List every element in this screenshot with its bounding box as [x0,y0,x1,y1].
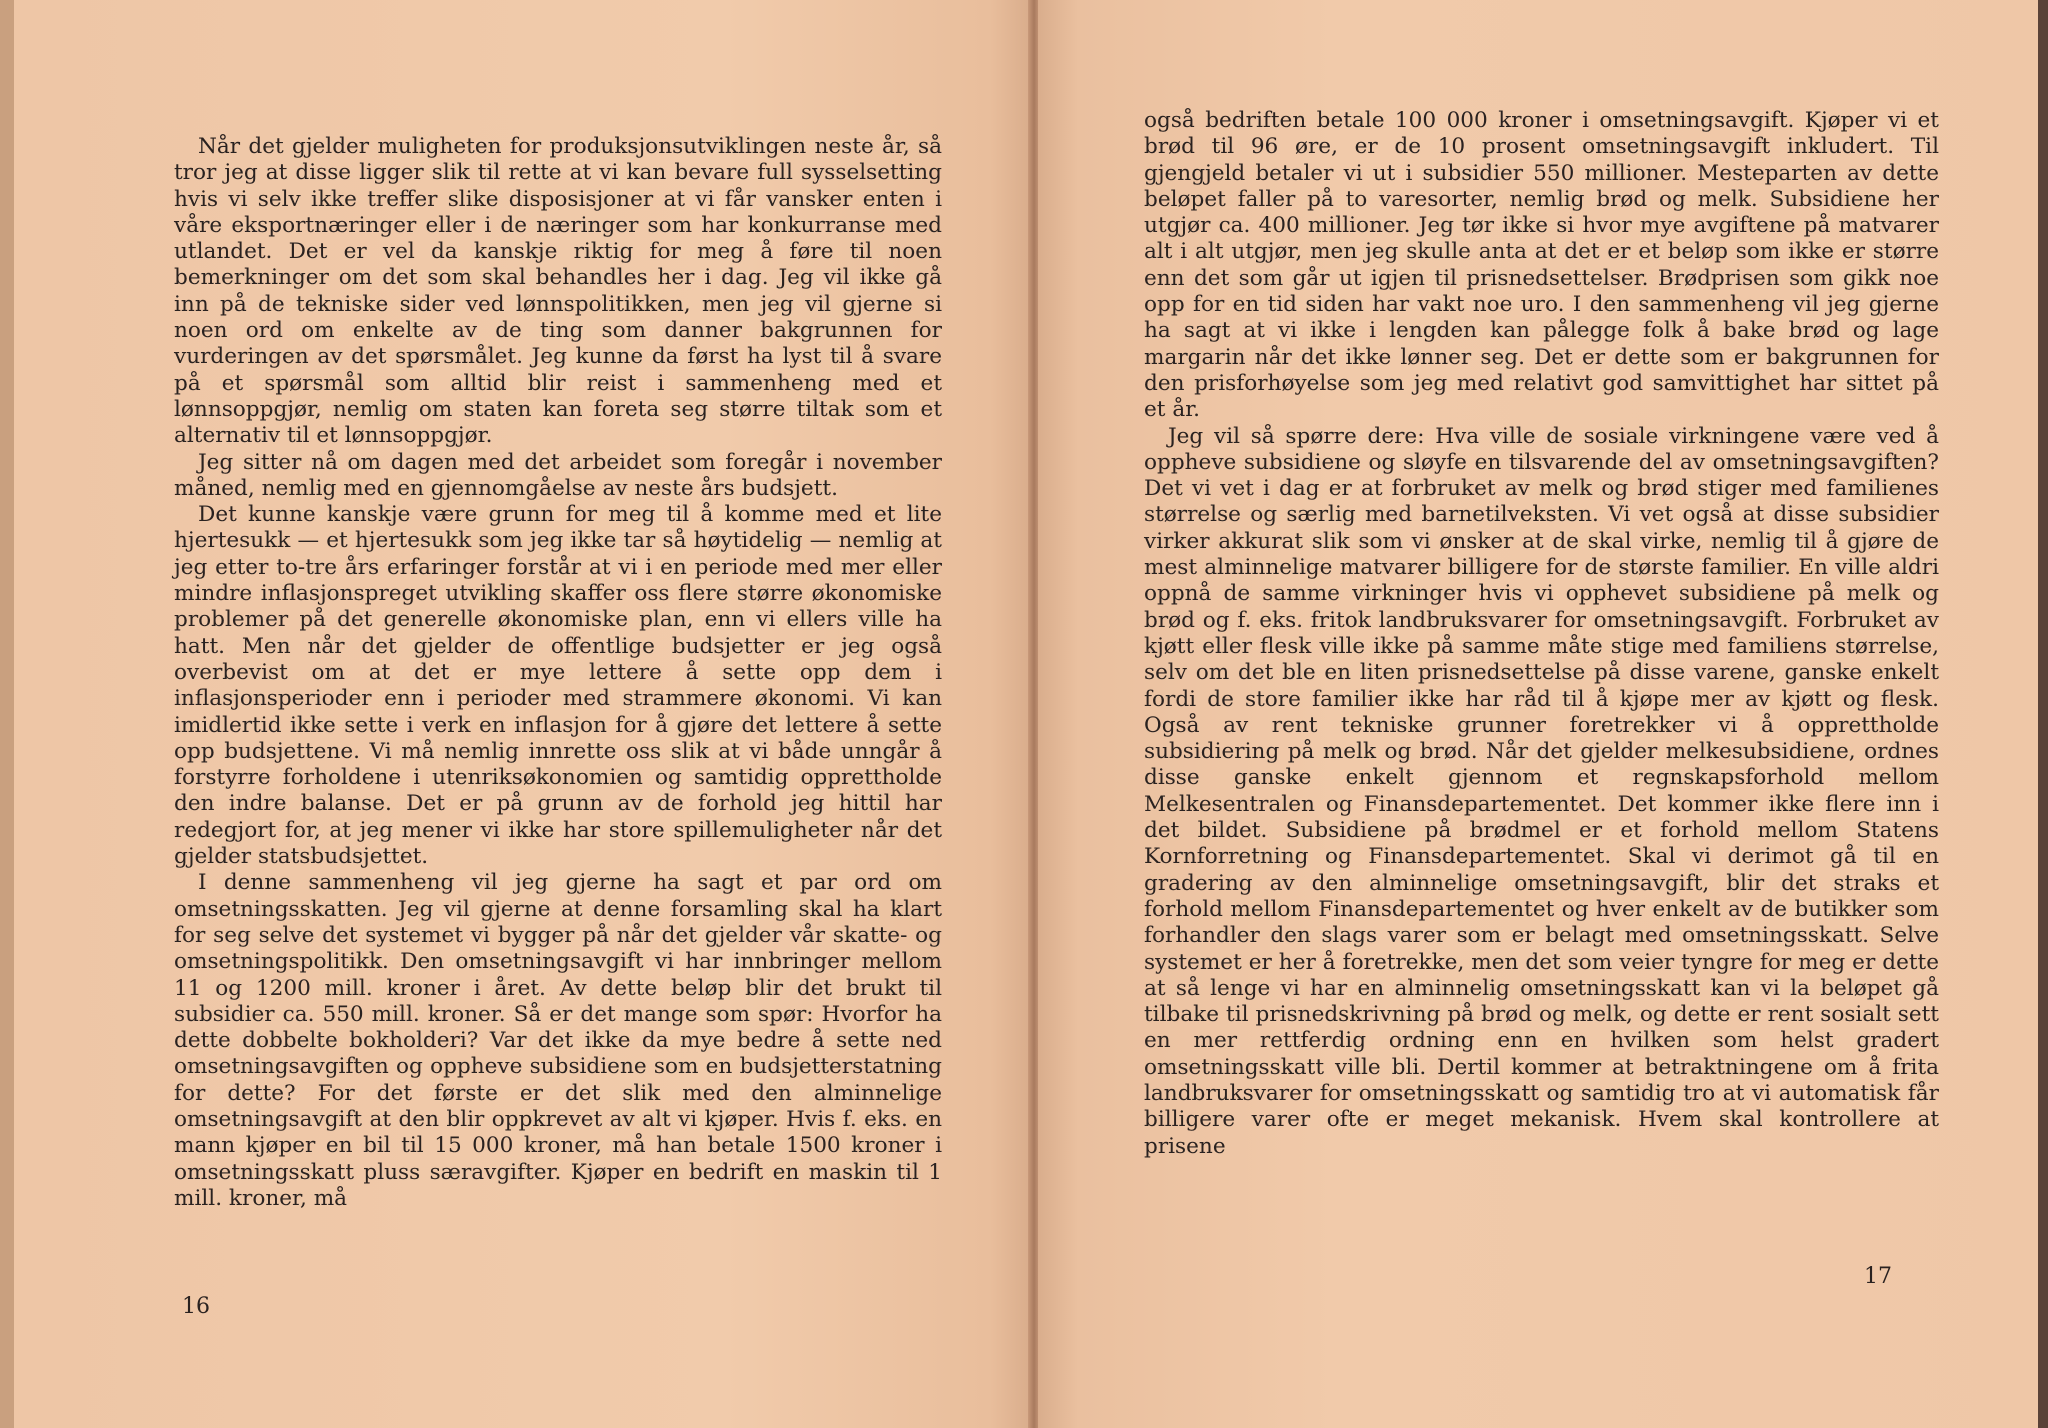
right-paragraph-2: Jeg vil så spørre dere: Hva ville de sosiale virkningene være ved å oppheve subsidiene og sløyfe en tilsvarende del av omsetningsavgiften? Det vi vet i dag er at forbruket av melk og brød stiger med familienes størrelse og særlig med barnetilveksten. Vi vet også at disse subsidier virker akkurat slik som vi ønsker at de skal virke, nemlig til å gjøre de mest alminnelige matvarer billigere for de største familier. En ville aldri oppnå de samme virkninger hvis vi opphevet subsidiene på melk og brød og f. eks. fritok landbruksvarer for omsetningsavgift. Forbruket av kjøtt eller flesk ville ikke på samme måte stige med familiens størrelse, selv om det ble en liten prisnedsettelse på disse varene, ganske enkelt fordi de store familier ikke har råd til å kjøpe mer av kjøtt og flesk. Også av rent tekniske grunner foretrekker vi å opprettholde subsidiering på melk og brød. Når det gjelder melkesubsidiene, ordnes disse ganske enkelt gjennom et regnskapsforhold mellom Melkesentralen og Finansdepartementet. Det kommer ikke flere inn i det bildet. Subsidiene på brødmel er et forhold mellom Statens Kornforretning og Finansdepartementet. Skal vi derimot gå til en gradering av den alminnelige omsetningsavgift, blir det straks et forhold mellom Finansdepartementet og hver enkelt av de butikker som forhandler den slags varer som er belagt med omsetningsskatt. Selve systemet er her å foretrekke, men det som veier tyngre for meg er dette at så lenge vi har en alminnelig omsetningsskatt kan vi la beløpet gå tilbake til prisnedskrivning på brød og melk, og dette er rent sosialt sett en mer rettferdig ordning enn en hvilken som helst gradert omsetningsskatt ville bli. Dertil kommer at betraktningene om å frita landbruksvarer for omsetningsskatt og samtidig tro at vi automatisk får billigere varer ofte er meget mekanisk. Hvem skal kontrollere at prisene [1144,423,1939,1159]
right-page-text [1144,108,1939,1160]
right-page [1038,0,2038,1428]
left-page-text [174,134,942,1212]
left-paragraph-1: Når det gjelder muligheten for produksjonsutviklingen neste år, så tror jeg at disse ligger slik til rette at vi kan bevare full sysselsetting hvis vi selv ikke treffer slike disposisjoner at vi får vansker enten i våre eksportnæringer eller i de næringer som har konkurranse med utlandet. Det er vel da kanskje riktig for meg å føre til noen bemerkninger om det som skal behandles her i dag. Jeg vil ikke gå inn på de tekniske sider ved lønnspolitikken, men jeg vil gjerne si noen ord om enkelte av de ting som danner bakgrunnen for vurderingen av det spørsmålet. Jeg kunne da først ha lyst til å svare på et spørsmål som alltid blir reist i sammenheng med et lønnsoppgjør, nemlig om staten kan foreta seg større tiltak som et alternativ til et lønnsoppgjør. [174,134,942,449]
left-paragraph-2: Jeg sitter nå om dagen med det arbeidet som foregår i november måned, nemlig med en gjennomgåelse av neste års budsjett. [174,449,942,501]
right-paragraph-1: også bedriften betale 100 000 kroner i omsetningsavgift. Kjøper vi et brød til 96 øre, er de 10 prosent omsetningsavgift inkludert. Til gjengjeld betaler vi ut i subsidier 550 millioner. Mesteparten av dette beløpet faller på to varesorter, nemlig brød og melk. Subsidiene her utgjør ca. 400 millioner. Jeg tør ikke si hvor mye avgiftene på matvarer alt i alt utgjør, men jeg skulle anta at det er et beløp som ikke er større enn det som går ut igjen til prisnedsettelser. Brødprisen som gikk noe opp for en tid siden har vakt noe uro. I den sammenheng vil jeg gjerne ha sagt at vi ikke i lengden kan pålegge folk å bake brød og lage margarin når det ikke lønner seg. Det er dette som er bakgrunnen for den prisforhøyelse som jeg med relativt god samvittighet har sittet på et år. [1144,108,1939,423]
right-page-number: 17 [1864,1264,1892,1289]
left-page [14,0,1030,1428]
left-paragraph-4: I denne sammenheng vil jeg gjerne ha sagt et par ord om omsetningsskatten. Jeg vil gjerne at denne forsamling skal ha klart for seg selve det systemet vi bygger på når det gjelder vår skatte- og omsetningspolitikk. Den omsetningsavgift vi har innbringer mellom 11 og 1200 mill. kroner i året. Av dette beløp blir det brukt til subsidier ca. 550 mill. kroner. Så er det mange som spør: Hvorfor ha dette dobbelte bokholderi? Var det ikke da mye bedre å sette ned omsetningsavgiften og oppheve subsidiene som en budsjetterstatning for dette? For det første er det slik med den alminnelige omsetningsavgift at den blir oppkrevet av alt vi kjøper. Hvis f. eks. en mann kjøper en bil til 15 000 kroner, må han betale 1500 kroner i omsetningsskatt pluss særavgifter. Kjøper en bedrift en maskin til 1 mill. kroner, må [174,870,942,1211]
right-edge [2038,0,2048,1428]
left-page-number: 16 [182,1294,210,1319]
left-paragraph-3: Det kunne kanskje være grunn for meg til å komme med et lite hjertesukk — et hjertesukk som jeg ikke tar så høytidelig — nemlig at jeg etter to-tre års erfaringer forstår at vi i en periode med mer eller mindre inflasjonspreget utvikling skaffer oss flere større økonomiske problemer på det generelle økonomiske plan, enn vi ellers ville ha hatt. Men når det gjelder de offentlige budsjetter er jeg også overbevist om at det er mye lettere å sette opp dem i inflasjonsperioder enn i perioder med strammere økonomi. Vi kan imidlertid ikke sette i verk en inflasjon for å gjøre det lettere å sette opp budsjettene. Vi må nemlig innrette oss slik at vi både unngår å forstyrre forholdene i utenriksøkonomien og samtidig opprettholde den indre balanse. Det er på grunn av de forhold jeg hittil har redegjort for, at jeg mener vi ikke har store spillemuligheter når det gjelder statsbudsjettet. [174,502,942,870]
left-edge [0,0,14,1428]
